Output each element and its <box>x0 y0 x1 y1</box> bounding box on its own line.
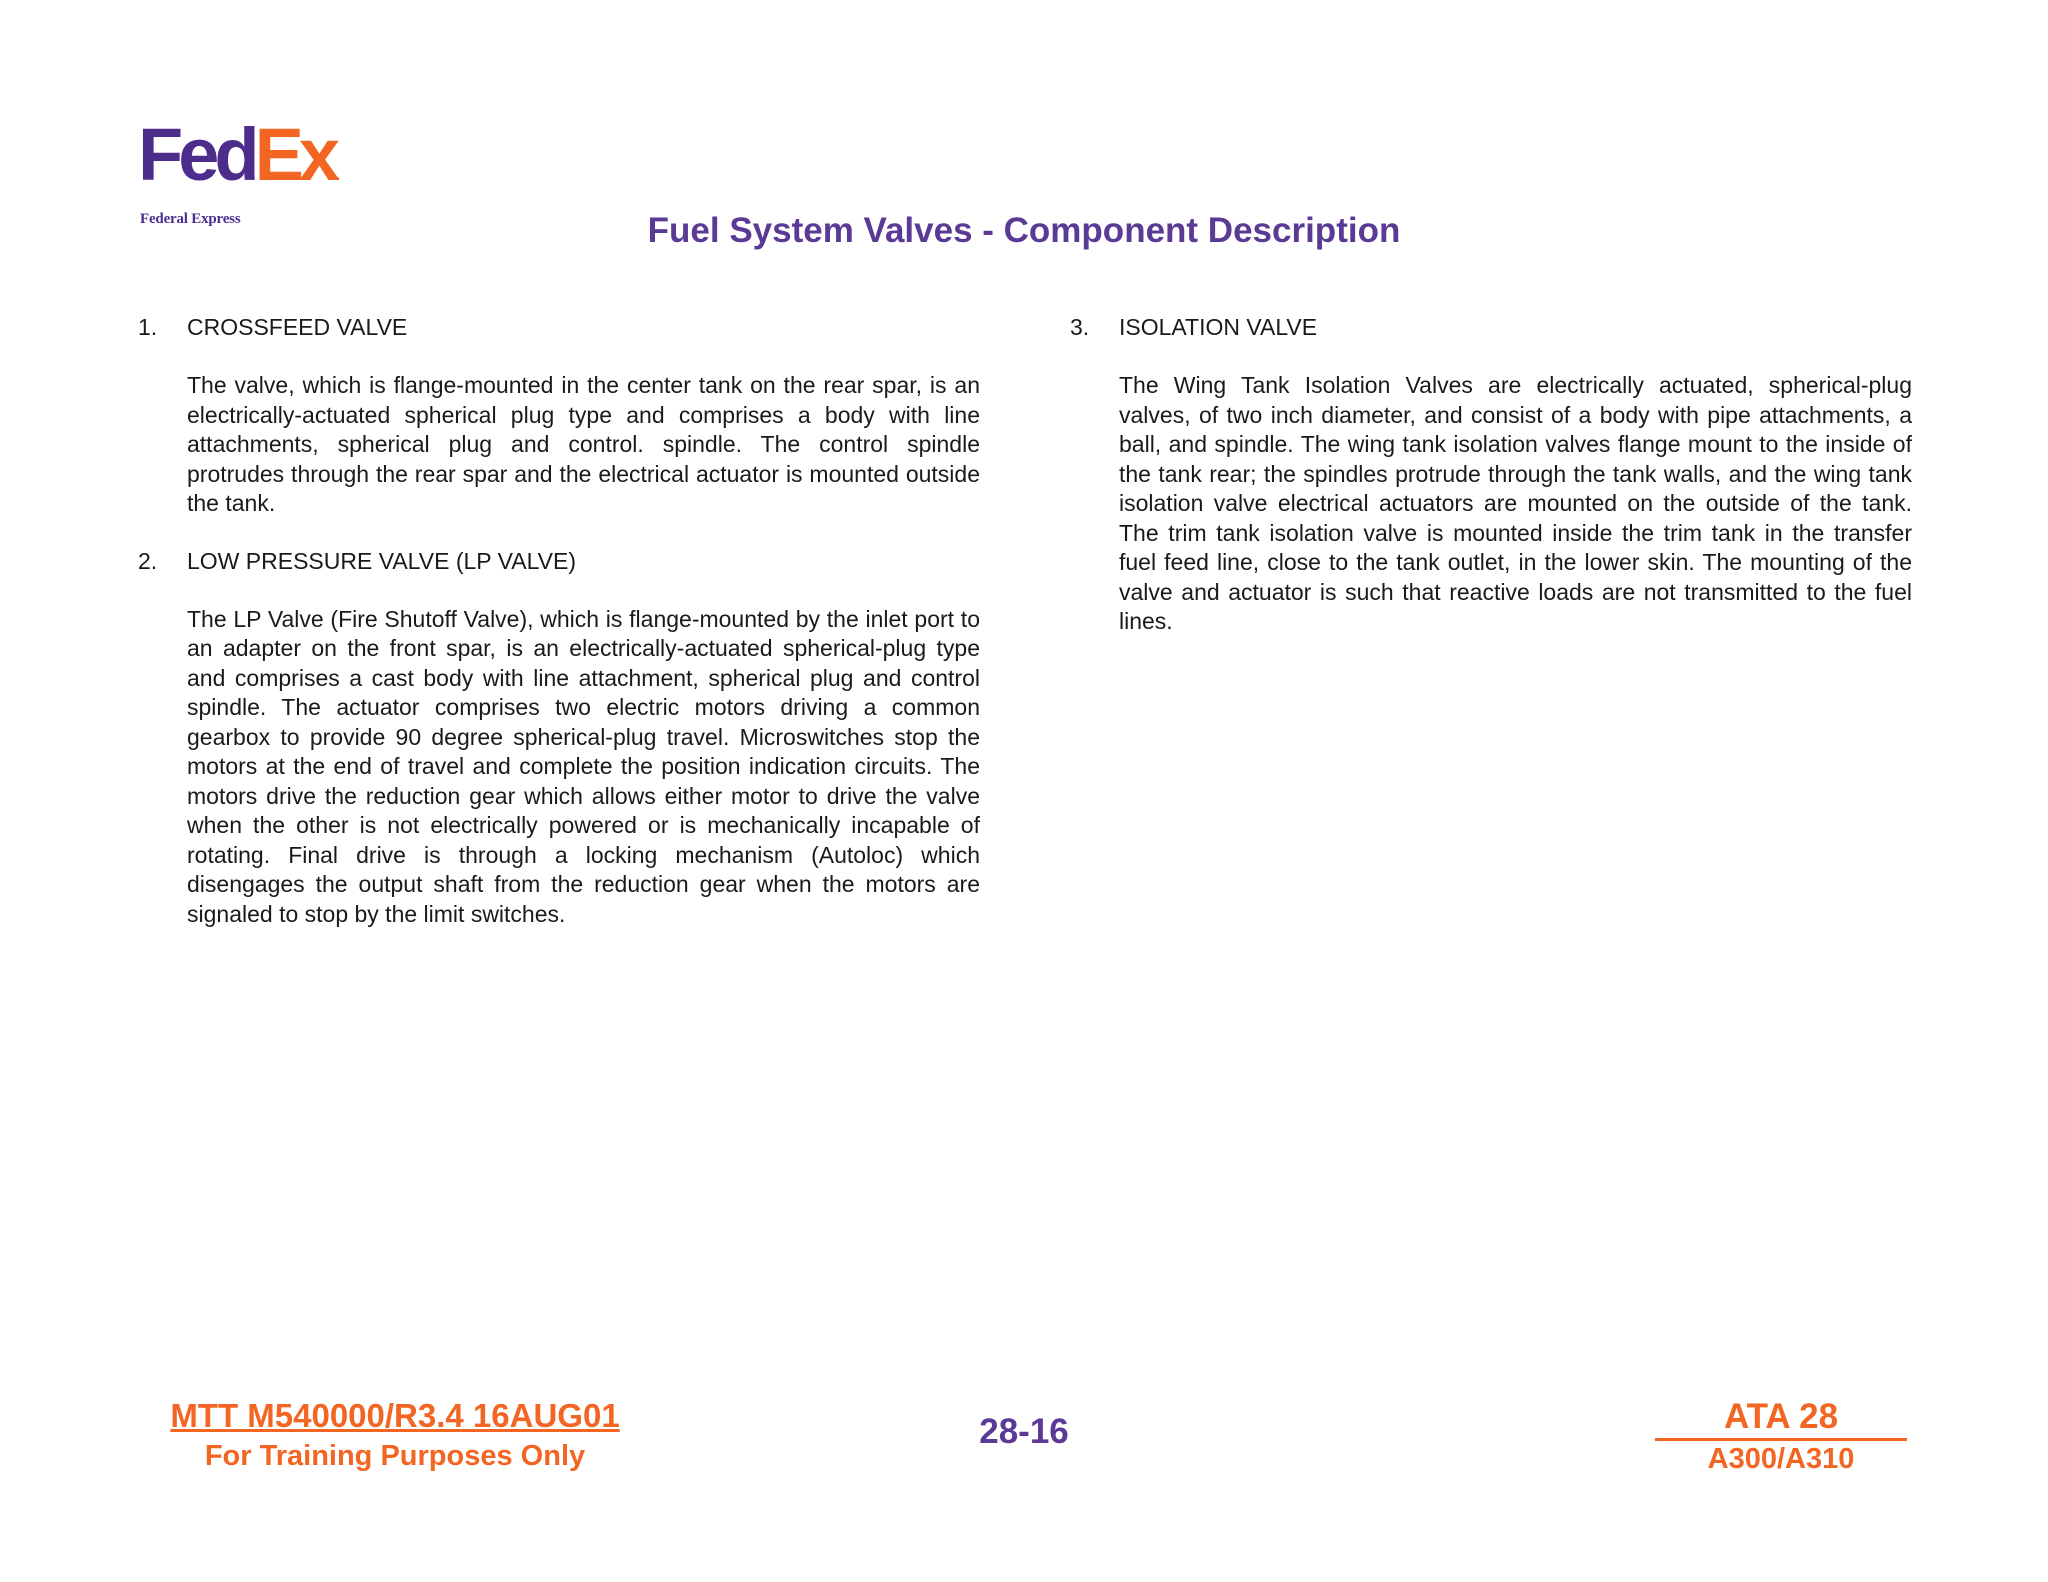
logo-subtitle: Federal Express <box>140 211 241 227</box>
logo-ex-text: Ex <box>254 113 336 196</box>
section-title: CROSSFEED VALVE <box>187 314 408 340</box>
training-note: For Training Purposes Only <box>204 1440 586 1472</box>
section-body: The LP Valve (Fire Shutoff Valve), which is flange-mounted by the inlet port to an adapter on the front spar, is an electrically-actuated spherical-plug type and comprises a cast body with line attachment, spherical plug and control spindle. The actuator comprises two electric motors driving a common gearbox to provide 90 degree spherical-plug travel. Microswitches stop the motors at the end of travel and complete the position indication circuits. The motors drive the reduction gear which allows either motor to drive the valve when the other is not electrically powered or is mechanically incapable of rotating. Final drive is through a locking mechanism (Autoloc) which disengages the output shaft from the reduction gear when the motors are signaled to stop by the limit switches. <box>187 605 980 927</box>
section-body: The Wing Tank Isolation Valves are electrically actuated, spherical-plug valves, of two inch diameter, and consist of a body with pipe attachments, a ball, and spindle. The wing tank isolation valves flange mount to the inside of the tank rear; the spindles protrude through the tank walls, and the wing tank isolation valve electrical actuators are mounted on the outside of the tank. The trim tank isolation valve is mounted inside the trim tank in the transfer fuel feed line, close to the tank outlet, in the lower skin. The mounting of the valve and actuator is such that reactive loads are not transmitted to the fuel lines. <box>1119 372 1912 634</box>
section-number: 3. <box>1070 314 1090 340</box>
section-isolation-valve <box>1070 310 1912 637</box>
section-number: 1. <box>138 314 158 340</box>
page-title: Fuel System Valves - Component Description <box>647 211 1401 250</box>
ata-chapter: ATA 28 <box>1655 1396 1907 1441</box>
section-heading <box>1070 310 1912 344</box>
document-reference: MTT M540000/R3.4 16AUG01 <box>170 1397 620 1434</box>
section-body: The valve, which is flange-mounted in the center tank on the rear spar, is an electrically-actuated spherical plug type and comprises a body with line attachments, spherical plug and control. spindle. The control spindle protrudes through the rear spar and the electrical actuator is mounted outside the tank. <box>187 372 980 516</box>
logo-wordmark <box>138 113 358 211</box>
section-heading <box>138 544 980 578</box>
footer-right <box>1655 1396 1907 1477</box>
section-title: LOW PRESSURE VALVE (LP VALVE) <box>187 547 577 574</box>
section-heading <box>138 310 980 344</box>
section-crossfeed-valve <box>138 310 980 519</box>
logo-fed-text: Fed <box>138 113 255 196</box>
fedex-logo <box>138 113 358 227</box>
logo-dot: . <box>335 164 341 184</box>
section-lp-valve <box>138 544 980 930</box>
section-title: ISOLATION VALVE <box>1119 314 1318 340</box>
right-column <box>1070 310 1912 662</box>
page-number: 28-16 <box>979 1412 1069 1451</box>
section-number: 2. <box>138 547 158 574</box>
aircraft-type: A300/A310 <box>1707 1443 1855 1475</box>
left-column <box>138 310 980 954</box>
